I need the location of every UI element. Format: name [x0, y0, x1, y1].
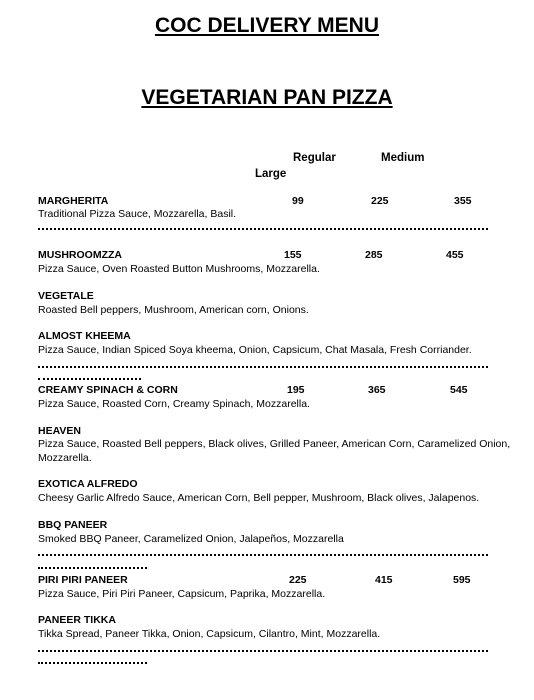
item-description-cont: Mozzarella. — [38, 452, 92, 464]
item-description: Traditional Pizza Sauce, Mozzarella, Basil. — [38, 208, 237, 220]
item-name: VEGETALE — [38, 290, 94, 302]
price-regular: 99 — [292, 195, 304, 207]
menu-title: COC DELIVERY MENU — [154, 14, 380, 37]
price-large: 455 — [446, 249, 464, 261]
item-description: Pizza Sauce, Roasted Corn, Creamy Spinach, Mozzarella. — [38, 398, 310, 410]
item-name: HEAVEN — [38, 425, 81, 437]
item-name: BBQ PANEER — [38, 519, 108, 531]
item-name: ALMOST KHEEMA — [38, 330, 131, 342]
item-description: Pizza Sauce, Piri Piri Paneer, Capsicum, Paprika, Mozzarella. — [38, 588, 326, 600]
item-description: Pizza Sauce, Roasted Bell peppers, Black olives, Grilled Paneer, American Corn, Caramelized Onion, — [38, 438, 511, 450]
item-description: Tikka Spread, Paneer Tikka, Onion, Capsicum, Cilantro, Mint, Mozzarella. — [38, 628, 381, 640]
dotted-divider — [38, 378, 141, 380]
item-description: Roasted Bell peppers, Mushroom, American corn, Onions. — [38, 304, 309, 316]
section-title: VEGETARIAN PAN PIZZA — [141, 86, 393, 109]
dotted-divider — [38, 650, 488, 652]
item-name: EXOTICA ALFREDO — [38, 478, 138, 490]
col-header-regular: Regular — [293, 152, 336, 164]
item-name: PIRI PIRI PANEER — [38, 574, 128, 586]
dotted-divider — [38, 567, 147, 569]
item-description: Smoked BBQ Paneer, Caramelized Onion, Jalapeños, Mozzarella — [38, 533, 344, 545]
price-medium: 365 — [368, 384, 386, 396]
price-large: 595 — [453, 574, 471, 586]
col-header-large: Large — [255, 168, 287, 180]
col-header-medium: Medium — [381, 152, 425, 164]
item-description: Pizza Sauce, Oven Roasted Button Mushrooms, Mozzarella. — [38, 263, 320, 275]
price-large: 545 — [450, 384, 468, 396]
price-medium: 285 — [365, 249, 383, 261]
price-large: 355 — [454, 195, 472, 207]
dotted-divider — [38, 228, 488, 230]
dotted-divider — [38, 366, 488, 368]
price-regular: 225 — [289, 574, 307, 586]
item-name: CREAMY SPINACH & CORN — [38, 384, 178, 396]
item-name: PANEER TIKKA — [38, 614, 116, 626]
price-regular: 195 — [287, 384, 305, 396]
dotted-divider — [38, 662, 147, 664]
item-name: MARGHERITA — [38, 195, 109, 207]
price-regular: 155 — [284, 249, 302, 261]
price-medium: 225 — [371, 195, 389, 207]
item-name: MUSHROOMZZA — [38, 249, 122, 261]
item-description: Cheesy Garlic Alfredo Sauce, American Corn, Bell pepper, Mushroom, Black olives, Jalapenos. — [38, 492, 480, 504]
dotted-divider — [38, 554, 488, 556]
price-medium: 415 — [375, 574, 393, 586]
item-description: Pizza Sauce, Indian Spiced Soya kheema, Onion, Capsicum, Chat Masala, Fresh Corriander. — [38, 344, 472, 356]
